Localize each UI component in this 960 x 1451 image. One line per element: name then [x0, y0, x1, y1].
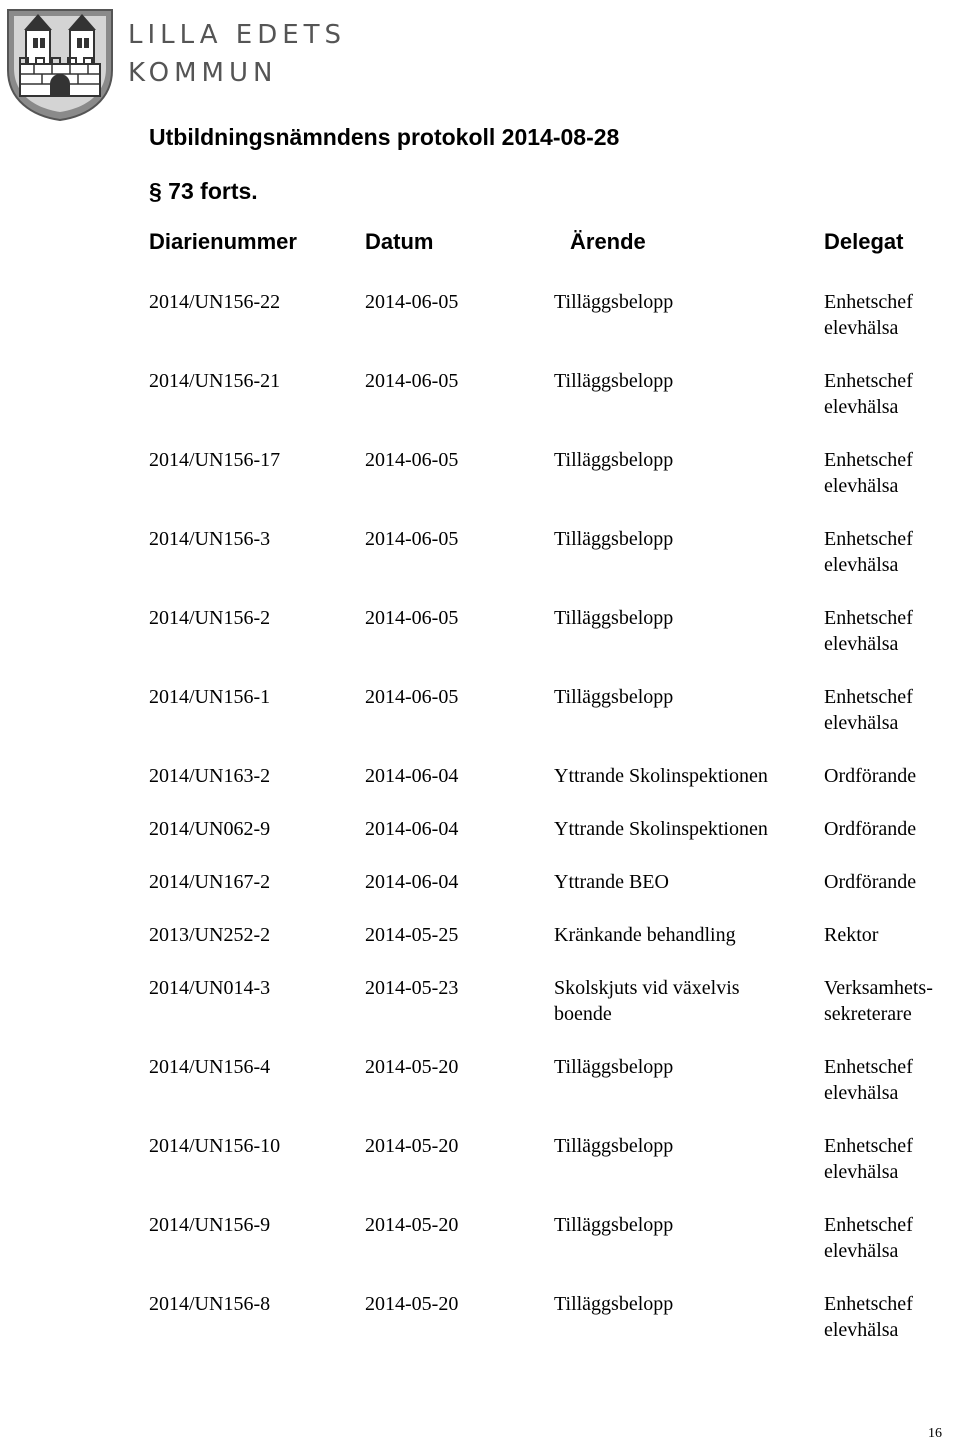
municipality-name	[128, 16, 346, 92]
cell-diarienummer: 2014/UN156-9	[149, 1214, 271, 1236]
cell-delegat-line: Enhetschef	[824, 1293, 913, 1315]
cell-arende	[554, 447, 673, 473]
cell-arende	[554, 1054, 673, 1080]
cell-arende-line: Tilläggsbelopp	[554, 686, 674, 708]
cell-delegat-line: sekreterare	[824, 1003, 912, 1025]
cell-delegat	[824, 1133, 913, 1185]
cell-delegat	[824, 447, 913, 499]
cell-delegat	[824, 816, 916, 842]
cell-delegat-line: Enhetschef	[824, 449, 913, 471]
cell-diarienummer: 2014/UN167-2	[149, 871, 271, 893]
cell-arende	[554, 763, 768, 789]
cell-delegat-line: elevhälsa	[824, 396, 899, 418]
cell-arende-line: Kränkande behandling	[554, 924, 736, 946]
cell-arende-line: Yttrande Skolinspektionen	[554, 765, 768, 787]
cell-delegat	[824, 526, 913, 578]
brand-line-2: KOMMUN	[128, 58, 278, 88]
cell-delegat-line: Verksamhets-	[824, 977, 933, 999]
cell-arende-line: Yttrande BEO	[554, 871, 669, 893]
section-heading: § 73 forts.	[149, 178, 258, 204]
cell-datum: 2014-06-04	[365, 818, 459, 840]
cell-delegat-line: elevhälsa	[824, 317, 899, 339]
cell-datum: 2014-06-05	[365, 370, 459, 392]
cell-delegat-line: Enhetschef	[824, 607, 913, 629]
cell-delegat-line: Ordförande	[824, 765, 917, 787]
cell-arende	[554, 1212, 673, 1238]
cell-diarienummer: 2014/UN014-3	[149, 977, 271, 999]
cell-datum: 2014-06-05	[365, 686, 459, 708]
cell-arende-line: Tilläggsbelopp	[554, 607, 674, 629]
cell-delegat	[824, 289, 913, 341]
cell-delegat-line: Enhetschef	[824, 370, 913, 392]
cell-datum: 2014-06-05	[365, 291, 459, 313]
cell-arende-line: Yttrande Skolinspektionen	[554, 818, 768, 840]
cell-delegat-line: Enhetschef	[824, 686, 913, 708]
cell-arende	[554, 922, 736, 948]
cell-delegat	[824, 368, 913, 420]
cell-delegat-line: elevhälsa	[824, 554, 899, 576]
cell-delegat-line: elevhälsa	[824, 1319, 899, 1341]
cell-delegat	[824, 922, 878, 948]
page-number: 16	[928, 1426, 942, 1441]
cell-arende	[554, 1291, 673, 1317]
cell-datum: 2014-06-05	[365, 449, 459, 471]
cell-arende	[554, 869, 669, 895]
cell-arende-line: Tilläggsbelopp	[554, 370, 674, 392]
cell-datum: 2014-05-23	[365, 977, 459, 999]
cell-diarienummer: 2014/UN156-10	[149, 1135, 281, 1157]
cell-delegat	[824, 1291, 913, 1343]
cell-diarienummer: 2014/UN156-2	[149, 607, 271, 629]
cell-delegat	[824, 763, 916, 789]
cell-delegat-line: elevhälsa	[824, 1240, 899, 1262]
cell-datum: 2014-05-20	[365, 1135, 459, 1157]
cell-delegat-line: Enhetschef	[824, 1214, 913, 1236]
cell-arende-line: Tilläggsbelopp	[554, 449, 674, 471]
cell-datum: 2014-05-20	[365, 1293, 459, 1315]
cell-arende	[554, 526, 673, 552]
cell-arende-line: Tilläggsbelopp	[554, 1135, 674, 1157]
cell-delegat	[824, 975, 933, 1027]
brand-line-1: LILLA EDETS	[128, 20, 347, 50]
cell-delegat-line: Enhetschef	[824, 1135, 913, 1157]
cell-delegat-line: elevhälsa	[824, 1082, 899, 1104]
cell-diarienummer: 2014/UN156-1	[149, 686, 271, 708]
cell-delegat	[824, 605, 913, 657]
cell-arende-line: Tilläggsbelopp	[554, 291, 674, 313]
cell-arende	[554, 605, 673, 631]
cell-diarienummer: 2014/UN163-2	[149, 765, 271, 787]
cell-arende	[554, 289, 673, 315]
cell-delegat-line: Ordförande	[824, 871, 917, 893]
cell-delegat-line: elevhälsa	[824, 1161, 899, 1183]
column-header-datum: Datum	[365, 229, 434, 254]
cell-delegat-line: Rektor	[824, 924, 879, 946]
cell-delegat	[824, 869, 916, 895]
cell-arende	[554, 368, 673, 394]
cell-delegat-line: Enhetschef	[824, 291, 913, 313]
cell-datum: 2014-06-05	[365, 528, 459, 550]
cell-diarienummer: 2014/UN156-3	[149, 528, 271, 550]
cell-arende-line: Skolskjuts vid växelvis	[554, 977, 740, 999]
cell-datum: 2014-05-20	[365, 1056, 459, 1078]
cell-delegat-line: elevhälsa	[824, 633, 899, 655]
document-title: Utbildningsnämndens protokoll 2014-08-28	[149, 124, 620, 150]
cell-arende	[554, 1133, 673, 1159]
cell-arende-line: Tilläggsbelopp	[554, 1214, 674, 1236]
cell-datum: 2014-05-25	[365, 924, 459, 946]
cell-delegat	[824, 1054, 913, 1106]
cell-delegat	[824, 684, 913, 736]
cell-delegat-line: Enhetschef	[824, 1056, 913, 1078]
cell-delegat-line: elevhälsa	[824, 712, 899, 734]
cell-delegat	[824, 1212, 913, 1264]
column-header-delegat: Delegat	[824, 229, 904, 254]
cell-diarienummer: 2013/UN252-2	[149, 924, 271, 946]
column-header-diarienummer: Diarienummer	[149, 229, 297, 254]
cell-delegat-line: Enhetschef	[824, 528, 913, 550]
cell-arende-line: Tilläggsbelopp	[554, 1293, 674, 1315]
cell-delegat-line: elevhälsa	[824, 475, 899, 497]
cell-datum: 2014-06-04	[365, 871, 459, 893]
cell-delegat-line: Ordförande	[824, 818, 917, 840]
cell-diarienummer: 2014/UN062-9	[149, 818, 271, 840]
cell-diarienummer: 2014/UN156-4	[149, 1056, 271, 1078]
cell-diarienummer: 2014/UN156-22	[149, 291, 281, 313]
cell-datum: 2014-06-04	[365, 765, 459, 787]
cell-diarienummer: 2014/UN156-17	[149, 449, 281, 471]
cell-diarienummer: 2014/UN156-8	[149, 1293, 271, 1315]
column-header-arende: Ärende	[570, 229, 646, 254]
cell-arende	[554, 816, 768, 842]
coat-of-arms-icon	[4, 4, 116, 122]
cell-arende-line: Tilläggsbelopp	[554, 1056, 674, 1078]
cell-arende-line: boende	[554, 1003, 612, 1025]
cell-diarienummer: 2014/UN156-21	[149, 370, 281, 392]
cell-datum: 2014-05-20	[365, 1214, 459, 1236]
cell-arende	[554, 684, 673, 710]
cell-datum: 2014-06-05	[365, 607, 459, 629]
cell-arende	[554, 975, 740, 1027]
cell-arende-line: Tilläggsbelopp	[554, 528, 674, 550]
